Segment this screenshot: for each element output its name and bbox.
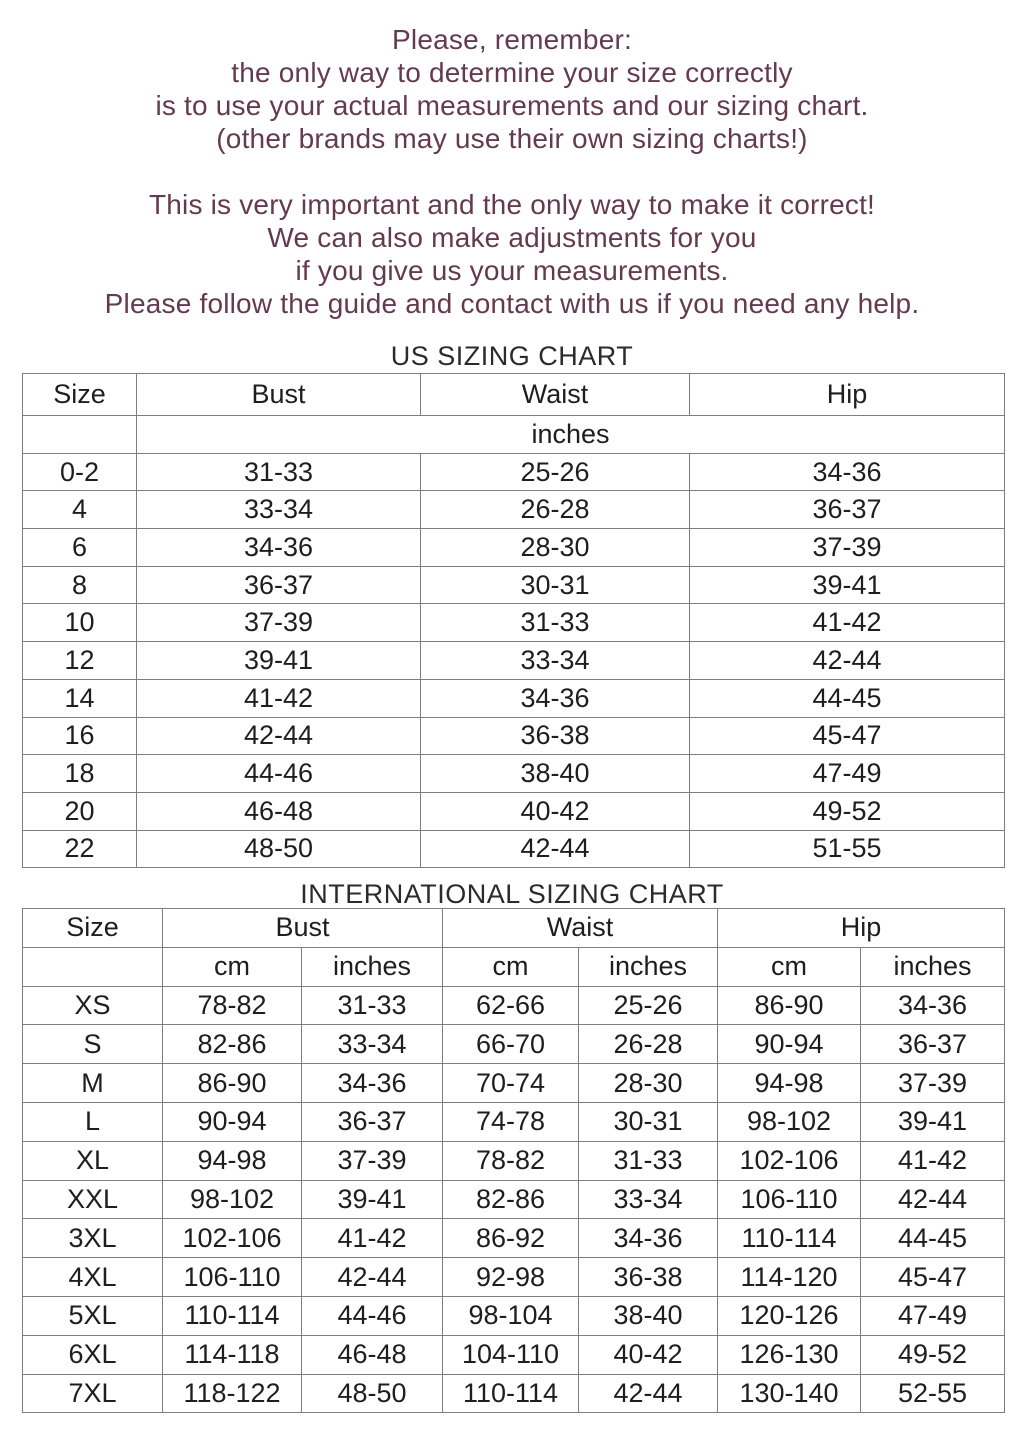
unit-label-cell: cm xyxy=(718,947,861,986)
intl-sizing-table-body xyxy=(23,909,1005,1413)
value-cell: 46-48 xyxy=(137,792,421,830)
value-cell: 110-114 xyxy=(718,1219,861,1258)
value-cell: 39-41 xyxy=(690,566,1005,604)
value-cell: 62-66 xyxy=(443,986,579,1025)
value-cell: 33-34 xyxy=(302,1025,443,1064)
value-cell: 74-78 xyxy=(443,1102,579,1141)
table-header-row xyxy=(23,909,1005,948)
value-cell: 44-45 xyxy=(690,679,1005,717)
table-row xyxy=(23,1258,1005,1297)
value-cell: 70-74 xyxy=(443,1064,579,1103)
table-row xyxy=(23,604,1005,642)
column-header: Hip xyxy=(690,374,1005,416)
column-header: Bust xyxy=(137,374,421,416)
us-sizing-table-body xyxy=(23,374,1005,868)
value-cell: 28-30 xyxy=(421,529,690,567)
table-row xyxy=(23,1335,1005,1374)
table-row xyxy=(23,1374,1005,1413)
value-cell: 42-44 xyxy=(861,1180,1005,1219)
value-cell: 48-50 xyxy=(137,830,421,868)
value-cell: 41-42 xyxy=(690,604,1005,642)
table-row xyxy=(23,830,1005,868)
value-cell: 39-41 xyxy=(861,1102,1005,1141)
unit-label-cell: cm xyxy=(163,947,302,986)
value-cell: 42-44 xyxy=(302,1258,443,1297)
size-cell: 6XL xyxy=(23,1335,163,1374)
column-header: Waist xyxy=(421,374,690,416)
value-cell: 42-44 xyxy=(421,830,690,868)
size-cell: 16 xyxy=(23,717,137,755)
value-cell: 41-42 xyxy=(861,1141,1005,1180)
table-row xyxy=(23,1102,1005,1141)
table-row xyxy=(23,986,1005,1025)
value-cell: 28-30 xyxy=(579,1064,718,1103)
size-cell: XL xyxy=(23,1141,163,1180)
value-cell: 49-52 xyxy=(861,1335,1005,1374)
table-row xyxy=(23,1064,1005,1103)
value-cell: 37-39 xyxy=(137,604,421,642)
column-header: Hip xyxy=(718,909,1005,948)
table-row xyxy=(23,1141,1005,1180)
table-row xyxy=(23,679,1005,717)
value-cell: 78-82 xyxy=(163,986,302,1025)
unit-label-cell: inches xyxy=(579,947,718,986)
value-cell: 44-46 xyxy=(302,1296,443,1335)
value-cell: 98-102 xyxy=(163,1180,302,1219)
value-cell: 36-38 xyxy=(421,717,690,755)
value-cell: 34-36 xyxy=(690,453,1005,491)
value-cell: 45-47 xyxy=(690,717,1005,755)
intl-chart-title: INTERNATIONAL SIZING CHART xyxy=(300,879,724,909)
value-cell: 33-34 xyxy=(579,1180,718,1219)
unit-empty-cell xyxy=(23,947,163,986)
table-row xyxy=(23,453,1005,491)
value-cell: 45-47 xyxy=(861,1258,1005,1297)
value-cell: 36-38 xyxy=(579,1258,718,1297)
value-cell: 114-118 xyxy=(163,1335,302,1374)
value-cell: 36-37 xyxy=(137,566,421,604)
table-row xyxy=(23,1180,1005,1219)
column-header: Bust xyxy=(163,909,443,948)
value-cell: 38-40 xyxy=(579,1296,718,1335)
value-cell: 126-130 xyxy=(718,1335,861,1374)
value-cell: 82-86 xyxy=(163,1025,302,1064)
value-cell: 26-28 xyxy=(579,1025,718,1064)
value-cell: 106-110 xyxy=(163,1258,302,1297)
value-cell: 104-110 xyxy=(443,1335,579,1374)
intro-line: This is very important and the only way to make it correct! xyxy=(148,189,876,220)
size-cell: 4 xyxy=(23,491,137,529)
value-cell: 110-114 xyxy=(163,1296,302,1335)
table-row xyxy=(23,792,1005,830)
size-cell: 14 xyxy=(23,679,137,717)
unit-label-cell: inches xyxy=(302,947,443,986)
unit-row xyxy=(23,947,1005,986)
table-row xyxy=(23,566,1005,604)
intro-line: We can also make adjustments for you xyxy=(267,222,757,253)
value-cell: 34-36 xyxy=(302,1064,443,1103)
column-header: Size xyxy=(23,374,137,416)
table-row xyxy=(23,1296,1005,1335)
size-cell: XXL xyxy=(23,1180,163,1219)
value-cell: 82-86 xyxy=(443,1180,579,1219)
value-cell: 34-36 xyxy=(421,679,690,717)
unit-row xyxy=(23,416,1005,454)
value-cell: 37-39 xyxy=(861,1064,1005,1103)
value-cell: 40-42 xyxy=(579,1335,718,1374)
value-cell: 98-104 xyxy=(443,1296,579,1335)
size-cell: 4XL xyxy=(23,1258,163,1297)
intro-line: Please follow the guide and contact with us if you need any help. xyxy=(104,288,920,319)
value-cell: 110-114 xyxy=(443,1374,579,1413)
size-cell: XS xyxy=(23,986,163,1025)
value-cell: 94-98 xyxy=(718,1064,861,1103)
unit-label-cell: cm xyxy=(443,947,579,986)
size-cell: 7XL xyxy=(23,1374,163,1413)
value-cell: 92-98 xyxy=(443,1258,579,1297)
value-cell: 36-37 xyxy=(302,1102,443,1141)
value-cell: 34-36 xyxy=(861,986,1005,1025)
intro-paragraph-2 xyxy=(0,188,1024,320)
value-cell: 52-55 xyxy=(861,1374,1005,1413)
us-sizing-table xyxy=(22,373,1005,868)
size-cell: S xyxy=(23,1025,163,1064)
value-cell: 40-42 xyxy=(421,792,690,830)
intro-line: Please, remember: xyxy=(392,24,632,55)
size-cell: 3XL xyxy=(23,1219,163,1258)
column-header: Size xyxy=(23,909,163,948)
value-cell: 90-94 xyxy=(718,1025,861,1064)
unit-label-cell: inches xyxy=(137,416,1005,454)
unit-empty-cell xyxy=(23,416,137,454)
intro-line: (other brands may use their own sizing charts!) xyxy=(216,123,808,154)
value-cell: 102-106 xyxy=(163,1219,302,1258)
value-cell: 41-42 xyxy=(137,679,421,717)
size-cell: 12 xyxy=(23,642,137,680)
value-cell: 98-102 xyxy=(718,1102,861,1141)
value-cell: 48-50 xyxy=(302,1374,443,1413)
value-cell: 44-46 xyxy=(137,755,421,793)
value-cell: 33-34 xyxy=(137,491,421,529)
value-cell: 37-39 xyxy=(690,529,1005,567)
value-cell: 33-34 xyxy=(421,642,690,680)
value-cell: 31-33 xyxy=(579,1141,718,1180)
value-cell: 31-33 xyxy=(302,986,443,1025)
value-cell: 31-33 xyxy=(137,453,421,491)
value-cell: 41-42 xyxy=(302,1219,443,1258)
size-cell: 22 xyxy=(23,830,137,868)
intro-paragraph-1 xyxy=(0,23,1024,155)
size-cell: 0-2 xyxy=(23,453,137,491)
unit-label-cell: inches xyxy=(861,947,1005,986)
value-cell: 42-44 xyxy=(579,1374,718,1413)
value-cell: 118-122 xyxy=(163,1374,302,1413)
intro-line: if you give us your measurements. xyxy=(295,255,729,286)
value-cell: 46-48 xyxy=(302,1335,443,1374)
value-cell: 49-52 xyxy=(690,792,1005,830)
value-cell: 66-70 xyxy=(443,1025,579,1064)
value-cell: 39-41 xyxy=(302,1180,443,1219)
intl-sizing-table xyxy=(22,908,1005,1413)
value-cell: 30-31 xyxy=(579,1102,718,1141)
value-cell: 38-40 xyxy=(421,755,690,793)
value-cell: 36-37 xyxy=(861,1025,1005,1064)
table-row xyxy=(23,1025,1005,1064)
value-cell: 86-90 xyxy=(718,986,861,1025)
value-cell: 51-55 xyxy=(690,830,1005,868)
value-cell: 47-49 xyxy=(861,1296,1005,1335)
value-cell: 42-44 xyxy=(690,642,1005,680)
table-row xyxy=(23,642,1005,680)
value-cell: 25-26 xyxy=(421,453,690,491)
value-cell: 37-39 xyxy=(302,1141,443,1180)
column-header: Waist xyxy=(443,909,718,948)
intro-line: the only way to determine your size correctly xyxy=(231,57,793,88)
size-cell: 18 xyxy=(23,755,137,793)
size-cell: M xyxy=(23,1064,163,1103)
size-cell: L xyxy=(23,1102,163,1141)
table-row xyxy=(23,755,1005,793)
value-cell: 31-33 xyxy=(421,604,690,642)
value-cell: 130-140 xyxy=(718,1374,861,1413)
value-cell: 86-90 xyxy=(163,1064,302,1103)
size-cell: 10 xyxy=(23,604,137,642)
table-row xyxy=(23,717,1005,755)
value-cell: 30-31 xyxy=(421,566,690,604)
value-cell: 42-44 xyxy=(137,717,421,755)
value-cell: 25-26 xyxy=(579,986,718,1025)
value-cell: 78-82 xyxy=(443,1141,579,1180)
value-cell: 86-92 xyxy=(443,1219,579,1258)
size-cell: 8 xyxy=(23,566,137,604)
table-row xyxy=(23,491,1005,529)
us-chart-title: US SIZING CHART xyxy=(390,341,634,371)
size-cell: 5XL xyxy=(23,1296,163,1335)
value-cell: 34-36 xyxy=(137,529,421,567)
intro-note xyxy=(0,23,1024,320)
value-cell: 120-126 xyxy=(718,1296,861,1335)
table-row xyxy=(23,529,1005,567)
value-cell: 26-28 xyxy=(421,491,690,529)
value-cell: 106-110 xyxy=(718,1180,861,1219)
size-cell: 6 xyxy=(23,529,137,567)
value-cell: 36-37 xyxy=(690,491,1005,529)
value-cell: 94-98 xyxy=(163,1141,302,1180)
intro-line: is to use your actual measurements and our sizing chart. xyxy=(155,90,869,121)
value-cell: 90-94 xyxy=(163,1102,302,1141)
value-cell: 114-120 xyxy=(718,1258,861,1297)
value-cell: 44-45 xyxy=(861,1219,1005,1258)
value-cell: 34-36 xyxy=(579,1219,718,1258)
size-cell: 20 xyxy=(23,792,137,830)
value-cell: 102-106 xyxy=(718,1141,861,1180)
table-row xyxy=(23,1219,1005,1258)
value-cell: 47-49 xyxy=(690,755,1005,793)
table-header-row xyxy=(23,374,1005,416)
value-cell: 39-41 xyxy=(137,642,421,680)
